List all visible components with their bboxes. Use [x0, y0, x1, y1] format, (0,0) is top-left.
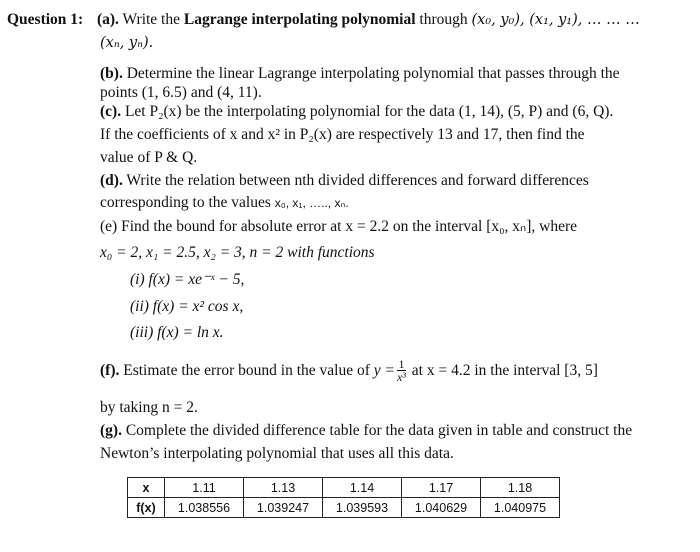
part-e-text1: Find the bound for absolute error at x = 2.2 on the interval [x₀, xₙ], where: [117, 218, 578, 235]
part-f-line1: [100, 356, 598, 386]
part-d-text1: Write the relation between nth divided differences and forward differences: [122, 172, 589, 189]
part-d-line1: [100, 171, 589, 191]
part-f-y: y =: [373, 362, 395, 379]
part-f-post: at x = 4.2 in the interval [3, 5]: [407, 362, 598, 379]
part-d-line2: [100, 193, 349, 213]
part-c-line2: If the coefficients of x and x² in P₂(x) are respectively 13 and 17, then find the: [100, 126, 585, 143]
question-a-line1: [7, 10, 640, 30]
part-a-cont: (xₙ, yₙ).: [100, 35, 154, 51]
table-header-x: x: [128, 478, 165, 498]
part-f-line2: by taking n = 2.: [100, 399, 198, 416]
part-f-pre: Estimate the error bound in the value of: [119, 362, 374, 379]
table-cell-fx: 1.040629: [402, 498, 481, 518]
part-e-line1: [100, 217, 577, 237]
part-e-tag: (e): [100, 218, 118, 235]
part-g-text1: Complete the divided difference table for the data given in table and construct the: [121, 422, 633, 439]
table-header-fx: f(x): [128, 498, 165, 518]
part-b-line2: points (1, 6.5) and (4, 11).: [100, 84, 262, 101]
fraction-denominator: x³: [396, 370, 406, 385]
part-d-text2: corresponding to the values: [100, 194, 275, 211]
table-cell-x: 1.11: [165, 478, 244, 498]
part-a-post: through: [415, 11, 472, 28]
part-f-fraction: [397, 358, 406, 384]
part-e-function-3: (iii) f(x) = ln x.: [130, 324, 224, 341]
table-cell-fx: 1.039247: [244, 498, 323, 518]
part-e-line2: x₀ = 2, x₁ = 2.5, x₂ = 3, n = 2 with functions: [100, 244, 375, 261]
table-cell-fx: 1.040975: [481, 498, 560, 518]
table-cell-x: 1.13: [244, 478, 323, 498]
table-cell-fx: 1.038556: [165, 498, 244, 518]
divided-difference-table: [127, 477, 560, 518]
fraction-numerator: 1: [398, 357, 405, 372]
table-cell-x: 1.14: [323, 478, 402, 498]
part-d-tag: (d).: [100, 172, 123, 189]
part-c-tag: (c).: [100, 103, 122, 120]
part-g-tag: (g).: [100, 422, 122, 439]
table-row-fx: [128, 498, 560, 518]
part-c-line1: [100, 102, 613, 122]
part-g-line1: [100, 421, 632, 441]
part-d-values: x₀, x₁, ….., xₙ.: [274, 196, 349, 210]
part-c-text1: Let P₂(x) be the interpolating polynomial for the data (1, 14), (5, P) and (6, Q).: [121, 103, 614, 120]
table-cell-x: 1.17: [402, 478, 481, 498]
part-a-points: (x₀, y₀), (x₁, y₁), … … …: [471, 12, 640, 28]
part-b-line1: [100, 64, 620, 84]
part-e-function-1: (i) f(x) = xe⁻ˣ − 5,: [130, 271, 245, 288]
part-f-tag: (f).: [100, 362, 120, 379]
part-a-bold: Lagrange interpolating polynomial: [183, 11, 416, 28]
table-cell-fx: 1.039593: [323, 498, 402, 518]
part-g-line2: Newton’s interpolating polynomial that uses all this data.: [100, 445, 454, 462]
part-a-pre: Write the: [118, 11, 184, 28]
table-row-x: [128, 478, 560, 498]
part-a-tag: (a).: [96, 11, 119, 28]
part-e-function-2: (ii) f(x) = x² cos x,: [130, 298, 244, 315]
part-b-text1: Determine the linear Lagrange interpolating polynomial that passes through the: [122, 65, 620, 82]
question-label: Question 1:: [7, 11, 84, 28]
table-cell-x: 1.18: [481, 478, 560, 498]
part-c-line3: value of P & Q.: [100, 149, 198, 166]
part-b-tag: (b).: [100, 65, 123, 82]
